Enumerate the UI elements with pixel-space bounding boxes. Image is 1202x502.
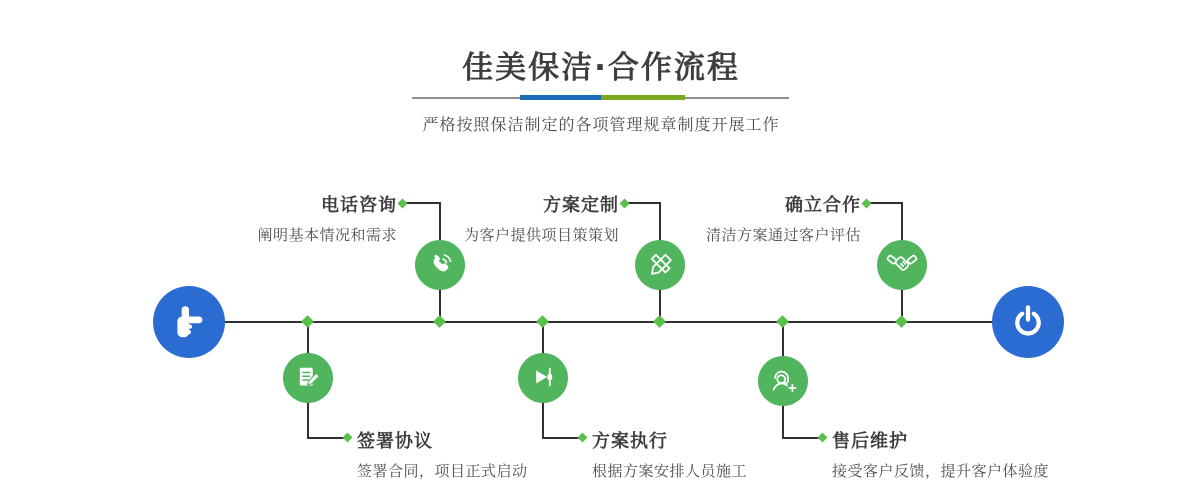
timeline-node-diamond — [301, 315, 314, 328]
end-node — [992, 286, 1064, 358]
timeline-node-diamond — [433, 315, 446, 328]
headset-plus-icon — [765, 363, 801, 399]
step-label-sign — [357, 427, 528, 481]
design-tools-icon — [643, 248, 677, 282]
pointing-hand-icon — [167, 300, 211, 344]
step-circle-aftersale — [758, 356, 808, 406]
handshake-icon — [884, 247, 920, 283]
step-desc: 根据方案安排人员施工 — [592, 462, 748, 480]
label-diamond-execute — [578, 433, 588, 443]
step-circle-execute — [518, 353, 568, 403]
page-title: 佳美保洁·合作流程 — [462, 50, 740, 86]
step-label-aftersale — [832, 427, 1049, 481]
connector-label-sign — [307, 437, 345, 439]
phone-icon — [423, 248, 457, 282]
label-diamond-sign — [343, 433, 353, 443]
label-diamond-plan — [620, 199, 630, 209]
step-title: 电话咨询 — [321, 195, 397, 216]
label-diamond-phone — [398, 199, 408, 209]
step-circle-phone — [415, 240, 465, 290]
connector-label-phone — [403, 202, 441, 204]
connector-label-establish — [867, 202, 903, 204]
timeline-node-diamond — [536, 315, 549, 328]
timeline-node-diamond — [653, 315, 666, 328]
document-pen-icon — [291, 361, 325, 395]
step-desc: 清洁方案通过客户评估 — [705, 226, 861, 244]
step-label-establish — [706, 191, 861, 245]
title-divider-blue-segment — [520, 95, 601, 100]
power-icon — [1006, 300, 1050, 344]
step-title: 签署协议 — [357, 431, 433, 452]
step-label-plan — [464, 191, 619, 245]
connector-label-aftersale — [782, 437, 820, 439]
step-desc: 接受客户反馈，提升客户体验度 — [832, 462, 1050, 480]
step-title: 确立合作 — [785, 195, 861, 216]
step-label-execute — [592, 427, 747, 481]
step-title: 方案定制 — [543, 195, 619, 216]
step-circle-sign — [283, 353, 333, 403]
step-desc: 为客户提供项目策策划 — [463, 226, 619, 244]
step-circle-plan — [635, 240, 685, 290]
timeline-node-diamond — [776, 315, 789, 328]
step-title: 方案执行 — [592, 431, 668, 452]
step-title: 售后维护 — [832, 431, 908, 452]
timeline-node-diamond — [895, 315, 908, 328]
step-circle-establish — [877, 240, 927, 290]
step-label-phone — [257, 191, 397, 245]
title-divider-green-segment — [601, 95, 685, 100]
connector-label-execute — [542, 437, 580, 439]
connector-label-plan — [625, 202, 661, 204]
step-desc: 阐明基本情况和需求 — [257, 226, 397, 244]
page-subtitle: 严格按照保洁制定的各项管理规章制度开展工作 — [422, 115, 780, 134]
label-diamond-aftersale — [818, 433, 828, 443]
start-node — [153, 286, 225, 358]
step-desc: 签署合同，项目正式启动 — [357, 462, 528, 480]
label-diamond-establish — [862, 199, 872, 209]
play-slider-icon — [526, 361, 560, 395]
